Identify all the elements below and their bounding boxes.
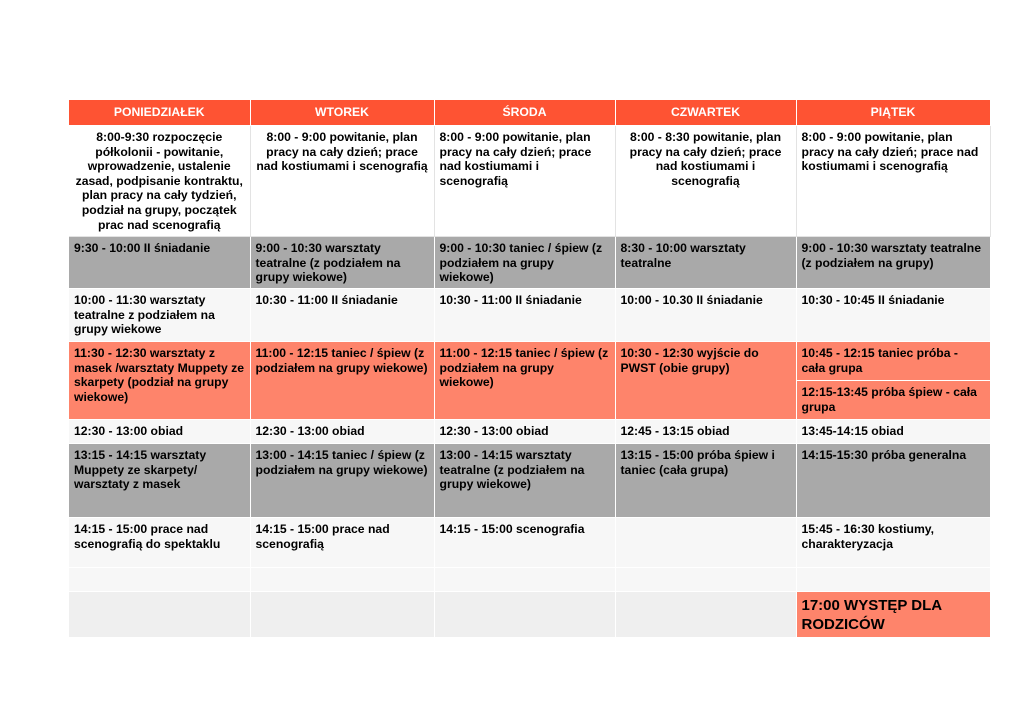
cell-thu-7 <box>615 518 796 568</box>
header-friday: PIĄTEK <box>796 100 990 126</box>
cell-thu-6: 13:15 - 15:00 próba śpiew i taniec (cała grupa) <box>615 444 796 518</box>
cell-thu-2: 8:30 - 10:00 warsztaty teatralne <box>615 237 796 289</box>
cell-thu-3: 10:00 - 10.30 II śniadanie <box>615 289 796 342</box>
cell-wed-7: 14:15 - 15:00 scenografia <box>434 518 615 568</box>
fri-dance-rehearsal: 10:45 - 12:15 taniec próba - cała grupa <box>797 342 990 381</box>
cell-wed-5: 12:30 - 13:00 obiad <box>434 420 615 444</box>
cell-thu-1: 8:00 - 8:30 powitanie, plan pracy na cały dzień; prace nad kostiumami i scenografią <box>615 126 796 237</box>
cell-fri-7: 15:45 - 16:30 kostiumy, charakteryzacja <box>796 518 990 568</box>
cell-tue-2: 9:00 - 10:30 warsztaty teatralne (z podziałem na grupy wiekowe) <box>250 237 434 289</box>
cell-mon-3: 10:00 - 11:30 warsztaty teatralne z podziałem na grupy wiekowe <box>69 289 250 342</box>
cell-tue-7: 14:15 - 15:00 prace nad scenografią <box>250 518 434 568</box>
cell-wed-6: 13:00 - 14:15 warsztaty teatralne (z podziałem na grupy wiekowe) <box>434 444 615 518</box>
cell-tue-3: 10:30 - 11:00 II śniadanie <box>250 289 434 342</box>
table-row <box>69 126 990 237</box>
header-monday: PONIEDZIAŁEK <box>69 100 250 126</box>
cell-mon-5: 12:30 - 13:00 obiad <box>69 420 250 444</box>
cell-mon-6: 13:15 - 14:15 warsztaty Muppety ze skarpety/ warsztaty z masek <box>69 444 250 518</box>
cell-mon-1: 8:00-9:30 rozpoczęcie półkolonii - powitanie, wprowadzenie, ustalenie zasad, podpisanie kontraktu, plan pracy na cały tydzień, podział na grupy, początek prac nad scenografią <box>69 126 250 237</box>
cell-thu-4: 10:30 - 12:30 wyjście do PWST (obie grupy) <box>615 342 796 420</box>
table-row <box>69 237 990 289</box>
cell-wed-2: 9:00 - 10:30 taniec / śpiew (z podziałem na grupy wiekowe) <box>434 237 615 289</box>
fri-singing-rehearsal: 12:15-13:45 próba śpiew - cała grupa <box>801 385 977 414</box>
table-row <box>69 420 990 444</box>
table-row <box>69 444 990 518</box>
header-thursday: CZWARTEK <box>615 100 796 126</box>
cell-mon-4: 11:30 - 12:30 warsztaty z masek /warsztaty Muppety ze skarpety (podział na grupy wiekowe) <box>69 342 250 420</box>
header-tuesday: WTOREK <box>250 100 434 126</box>
cell-tue-1: 8:00 - 9:00 powitanie, plan pracy na cały dzień; prace nad kostiumami i scenografią <box>250 126 434 237</box>
cell-fri-5: 13:45-14:15 obiad <box>796 420 990 444</box>
table-row <box>69 568 990 592</box>
cell-fri-1: 8:00 - 9:00 powitanie, plan pracy na cały dzień; prace nad kostiumami i scenografią <box>796 126 990 237</box>
header-wednesday: ŚRODA <box>434 100 615 126</box>
cell-thu-5: 12:45 - 13:15 obiad <box>615 420 796 444</box>
cell-wed-3: 10:30 - 11:00 II śniadanie <box>434 289 615 342</box>
cell-fri-2: 9:00 - 10:30 warsztaty teatralne (z podziałem na grupy) <box>796 237 990 289</box>
cell-tue-4: 11:00 - 12:15 taniec / śpiew (z podziałem na grupy wiekowe) <box>250 342 434 420</box>
cell-mon-7: 14:15 - 15:00 prace nad scenografią do spektaklu <box>69 518 250 568</box>
cell-tue-6: 13:00 - 14:15 taniec / śpiew (z podziałem na grupy wiekowe) <box>250 444 434 518</box>
header-row <box>69 100 990 126</box>
table-row <box>69 342 990 420</box>
schedule-table <box>69 100 991 638</box>
cell-mon-2: 9:30 - 10:00 II śniadanie <box>69 237 250 289</box>
cell-fri-3: 10:30 - 10:45 II śniadanie <box>796 289 990 342</box>
cell-wed-4: 11:00 - 12:15 taniec / śpiew (z podziałem na grupy wiekowe) <box>434 342 615 420</box>
cell-fri-4 <box>796 342 990 420</box>
table-row <box>69 592 990 638</box>
cell-fri-6: 14:15-15:30 próba generalna <box>796 444 990 518</box>
cell-tue-5: 12:30 - 13:00 obiad <box>250 420 434 444</box>
table-row <box>69 518 990 568</box>
cell-wed-1: 8:00 - 9:00 powitanie, plan pracy na cały dzień; prace nad kostiumami i scenografią <box>434 126 615 237</box>
table-row <box>69 289 990 342</box>
finale-performance: 17:00 WYSTĘP DLA RODZICÓW <box>796 592 990 638</box>
